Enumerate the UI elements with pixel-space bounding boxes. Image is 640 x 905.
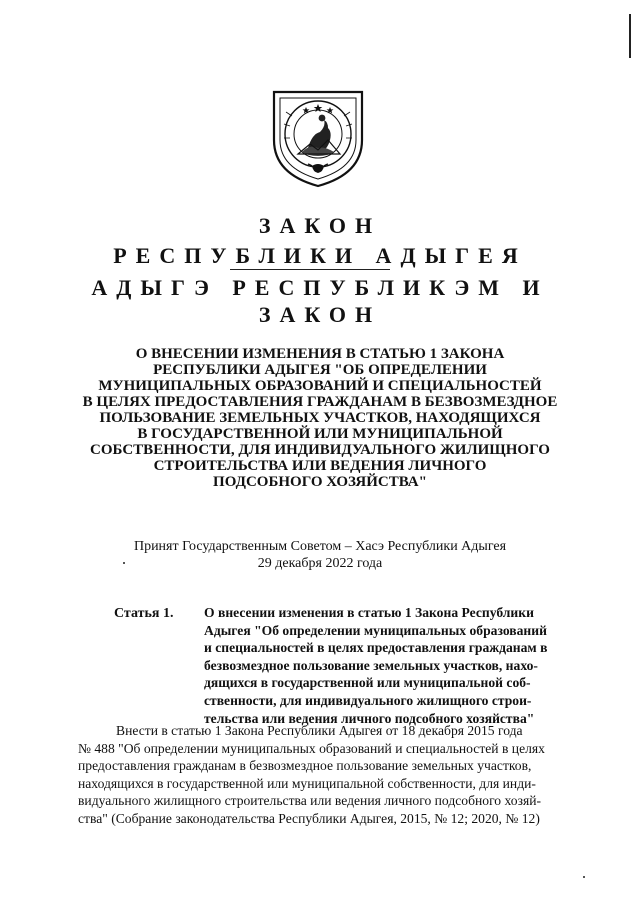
body-line: предоставления гражданам в безвозмездное пользование земельных участков, <box>78 758 532 774</box>
heading-line: МУНИЦИПАЛЬНЫХ ОБРАЗОВАНИЙ И СПЕЦИАЛЬНОСТЕЙ <box>98 378 542 394</box>
article-title-line: и специальностей в целях предоставления гражданам в <box>204 640 548 656</box>
heading-line: ПОЛЬЗОВАНИЕ ЗЕМЕЛЬНЫХ УЧАСТКОВ, НАХОДЯЩИХСЯ <box>99 410 541 426</box>
article-title-line: О внесении изменения в статью 1 Закона Республики <box>204 605 534 620</box>
body-line: находящихся в государственной или муниципальной собственности, для инди- <box>78 775 536 791</box>
article-title <box>204 604 590 727</box>
title-line-adyghe-zakon: ЗАКОН <box>258 302 382 327</box>
emblem-icon <box>262 82 374 194</box>
title-divider <box>230 269 390 270</box>
scan-speck <box>123 562 125 564</box>
title-line-adyghe-republic: АДЫГЭ РЕСПУБЛИКЭМ И <box>91 275 549 300</box>
article-title-line: тельства или ведения личного подсобного хозяйства" <box>204 710 535 726</box>
scan-edge-mark <box>629 14 631 58</box>
article-title-line: дящихся в государственной или муниципальной соб- <box>204 675 531 691</box>
scan-speck <box>583 876 585 878</box>
body-line: № 488 "Об определении муниципальных образований и специальностей в целях <box>78 740 545 756</box>
article-body <box>78 722 610 828</box>
article-label: Статья 1. <box>114 606 174 621</box>
body-line: видуального жилищного строительства или ведения личного подсобного хозяй- <box>78 793 541 809</box>
title-line-zakon: ЗАКОН <box>258 213 382 238</box>
heading-line: РЕСПУБЛИКИ АДЫГЕЯ "ОБ ОПРЕДЕЛЕНИИ <box>153 362 487 378</box>
heading-line: СТРОИТЕЛЬСТВА ИЛИ ВЕДЕНИЯ ЛИЧНОГО <box>153 458 487 474</box>
title-line-republic: РЕСПУБЛИКИ АДЫГЕЯ <box>113 243 527 268</box>
law-heading <box>70 346 570 490</box>
law-title-adyghe <box>0 276 640 327</box>
heading-line: О ВНЕСЕНИИ ИЗМЕНЕНИЯ В СТАТЬЮ 1 ЗАКОНА <box>135 346 505 362</box>
heading-line: ПОДСОБНОГО ХОЗЯЙСТВА" <box>213 474 427 490</box>
body-line: ства" (Собрание законодательства Республики Адыгея, 2015, № 12; 2020, № 12) <box>78 810 540 826</box>
adoption-date: 29 декабря 2022 года <box>257 556 383 571</box>
heading-line: В ГОСУДАРСТВЕННОЙ ИЛИ МУНИЦИПАЛЬНОЙ <box>137 426 503 442</box>
heading-line: В ЦЕЛЯХ ПРЕДОСТАВЛЕНИЯ ГРАЖДАНАМ В БЕЗВОЗМЕЗДНОЕ <box>82 394 558 410</box>
article-title-line: Адыгея "Об определении муниципальных образований <box>204 622 547 638</box>
law-title <box>0 214 640 268</box>
article-title-line: ственности, для индивидуального жилищного строи- <box>204 692 532 708</box>
coat-of-arms-emblem <box>262 82 374 194</box>
adoption-note <box>0 538 640 572</box>
article-title-line: безвозмездное пользование земельных участков, нахо- <box>204 657 538 673</box>
body-line: Внести в статью 1 Закона Республики Адыгея от 18 декабря 2015 года <box>116 723 523 738</box>
heading-line: СОБСТВЕННОСТИ, ДЛЯ ИНДИВИДУАЛЬНОГО ЖИЛИЩНОГО <box>90 442 550 458</box>
adoption-line: Принят Государственным Советом – Хасэ Республики Адыгея <box>133 539 507 554</box>
